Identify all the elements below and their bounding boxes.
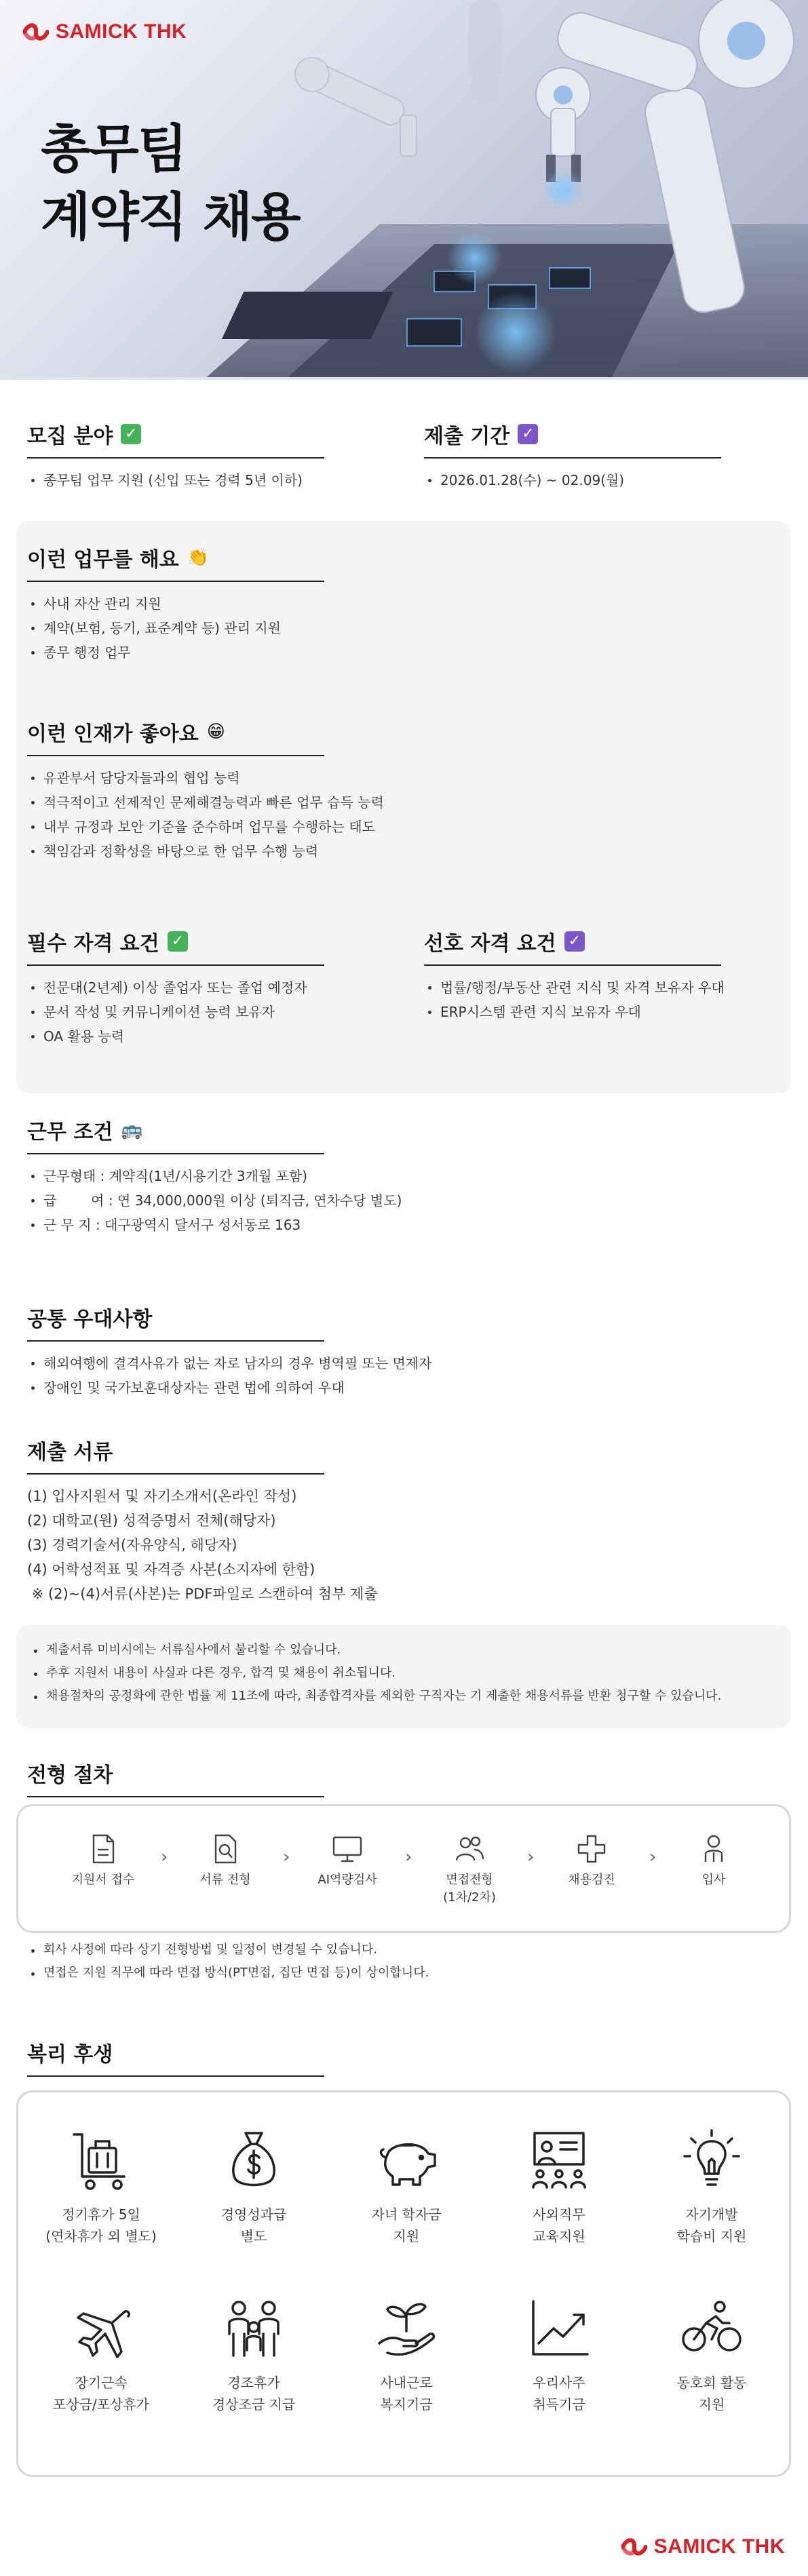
chevron-right-icon: › (283, 1847, 290, 1867)
process-step (663, 1833, 765, 1889)
benefit-label: 사내근로 (380, 2375, 433, 2391)
section-field (27, 419, 324, 492)
note-item: 회사 사정에 따라 상기 전형방법 및 일정이 변경될 수 있습니다. (27, 1938, 773, 1962)
benefit-label-sub: 별도 (240, 2228, 267, 2244)
benefit-label-sub: 지원 (393, 2228, 420, 2244)
brand-logo (23, 20, 187, 43)
brand-name: SAMICK THK (56, 20, 187, 43)
section-benefits (27, 2037, 324, 2077)
step-label-sub: (1차/2차) (443, 1890, 496, 1905)
benefit-label: 자녀 학자금 (371, 2206, 442, 2223)
step-label: 채용검진 (568, 1873, 615, 1887)
note-item: 제출서류 미비시에는 서류심사에서 불리할 수 있습니다. (30, 1639, 777, 1662)
section-conditions (27, 1115, 402, 1237)
benefit-label: 동호회 활동 (676, 2375, 747, 2391)
list-item: OA 활용 능력 (27, 1024, 324, 1049)
benefit-label-sub: 학습비 지원 (676, 2228, 747, 2244)
title-line-2: 계약직 채용 (41, 187, 300, 248)
section-title: 제출 기간 ✓ (424, 419, 721, 458)
lightbulb-icon (679, 2128, 744, 2193)
section-title: 공통 우대사항 (27, 1302, 324, 1342)
benefit-item (491, 2128, 627, 2247)
step-label: 입사 (701, 1873, 726, 1887)
money-bag-icon (221, 2128, 286, 2193)
step-label: 면접전형 (446, 1873, 493, 1887)
document-notes-panel (16, 1625, 791, 1728)
footer-brand-logo (621, 2535, 785, 2558)
benefit-label: 자기개발 (685, 2206, 738, 2223)
chevron-right-icon: › (161, 1847, 168, 1867)
section-title: 선호 자격 요건 ✓ (424, 926, 721, 966)
piggy-bank-icon (374, 2128, 439, 2193)
benefit-label: 경조휴가 (227, 2375, 280, 2391)
process-step (174, 1833, 276, 1889)
section-process (27, 1758, 324, 1797)
benefit-item (339, 2128, 474, 2247)
benefit-item (644, 2128, 780, 2247)
document-search-icon (212, 1833, 239, 1865)
step-label: AI역량검사 (318, 1873, 377, 1887)
section-title: 복리 후생 (27, 2037, 324, 2077)
benefit-item (33, 2296, 169, 2415)
check-icon: ✓ (564, 931, 585, 952)
presentation-icon (526, 2128, 592, 2193)
list-item: 문서 작성 및 커뮤니케이션 능력 보유자 (27, 1000, 324, 1024)
benefit-item (644, 2296, 780, 2415)
samick-logo-icon (23, 22, 49, 42)
benefits-panel (16, 2090, 791, 2477)
brand-name: SAMICK THK (653, 2535, 785, 2558)
step-label: 지원서 접수 (71, 1873, 135, 1887)
process-steps-panel (16, 1804, 791, 1933)
list-item: 해외여행에 결격사유가 없는 자로 남자의 경우 병역필 또는 면제자 (27, 1351, 324, 1375)
chevron-right-icon: › (405, 1847, 412, 1867)
process-step (296, 1833, 398, 1889)
note-item: 채용절차의 공정화에 관한 법률 제 11조에 따라, 최종합격자를 제외한 구직자는 기 제출한 채용서류를 반환 청구할 수 있습니다. (30, 1685, 777, 1708)
section-title: 이런 인재가 좋아요 😁 (27, 717, 324, 756)
benefit-item (186, 2296, 322, 2415)
chevron-right-icon: › (527, 1847, 535, 1867)
benefit-item (186, 2128, 322, 2247)
samick-logo-icon (621, 2537, 647, 2557)
list-item: 종무팀 업무 지원 (신입 또는 경력 5년 이하) (27, 468, 324, 492)
document-icon (90, 1833, 117, 1865)
benefit-label-sub: 지원 (698, 2396, 725, 2413)
bicycle-icon (679, 2296, 744, 2361)
benefit-label-sub: 포상금/포상휴가 (53, 2396, 149, 2413)
list-item: 법률/행정/부동산 관련 지식 및 자격 보유자 우대 (424, 975, 721, 1000)
list-item: 전문대(2년제) 이상 졸업자 또는 졸업 예정자 (27, 975, 324, 1000)
benefit-item (491, 2296, 627, 2415)
process-notes (27, 1938, 773, 1985)
list-item: ERP시스템 관련 지식 보유자 우대 (424, 1000, 721, 1024)
step-label: 서류 전형 (199, 1873, 251, 1887)
list-item: 적극적이고 선제적인 문제해결능력과 빠른 업무 습득 능력 (27, 790, 324, 815)
chevron-right-icon: › (649, 1847, 657, 1867)
benefit-label: 경영성과급 (220, 2206, 287, 2223)
document-line: (4) 어학성적표 및 자격증 사본(소지자에 한함) (27, 1561, 315, 1578)
hero-banner (0, 0, 808, 380)
document-line: ※ (2)~(4)서류(사본)는 PDF파일로 스캔하여 첨부 제출 (27, 1586, 378, 1602)
section-period (424, 419, 721, 492)
bus-icon: 🚌 (121, 1120, 143, 1140)
person-icon (700, 1833, 727, 1865)
list-item: 2026.01.28(수) ~ 02.09(월) (424, 468, 721, 492)
list-item: 장애인 및 국가보훈대상자는 관련 법에 의하여 우대 (27, 1375, 324, 1400)
list-item: 급 여 : 연 34,000,000원 이상 (퇴직금, 연차수당 별도) (27, 1188, 324, 1213)
list-item: 종무 행정 업무 (27, 640, 324, 665)
benefit-label-sub: 교육지원 (533, 2228, 585, 2244)
section-title: 전형 절차 (27, 1758, 324, 1797)
section-talent (27, 717, 384, 863)
section-required (27, 926, 324, 1049)
hand-plant-icon (374, 2296, 439, 2361)
title-line-1: 총무팀 (41, 119, 187, 179)
airplane-icon (69, 2296, 134, 2361)
check-icon: ✓ (518, 424, 538, 444)
medical-cross-icon (576, 1833, 607, 1865)
process-step (52, 1833, 154, 1889)
page-title (41, 115, 300, 252)
list-item: 계약(보험, 등기, 표준계약 등) 관리 지원 (27, 616, 324, 640)
growth-chart-icon (526, 2296, 592, 2361)
note-item: 추후 지원서 내용이 사실과 다른 경우, 합격 및 채용이 취소됩니다. (30, 1662, 777, 1685)
section-documents (27, 1435, 378, 1606)
luggage-cart-icon (69, 2128, 134, 2193)
section-title: 근무 조건 🚌 (27, 1115, 324, 1154)
section-title: 필수 자격 요건 ✓ (27, 926, 324, 966)
section-preferred (424, 926, 725, 1024)
list-item: 책임감과 정확성을 바탕으로 한 업무 수행 능력 (27, 839, 324, 863)
document-line: (1) 입사지원서 및 자기소개서(온라인 작성) (27, 1488, 297, 1504)
smile-icon: 😁 (206, 722, 225, 742)
check-icon: ✓ (121, 424, 141, 444)
section-title: 제출 서류 (27, 1435, 324, 1475)
monitor-icon (332, 1833, 363, 1865)
benefit-label: 장기근속 (75, 2375, 128, 2391)
clap-icon: 👏 (187, 547, 210, 568)
benefit-label-sub: 복지기금 (380, 2396, 433, 2413)
process-step (541, 1833, 642, 1889)
benefit-label-sub: 취득기금 (533, 2396, 585, 2413)
process-step (419, 1833, 520, 1907)
section-duties (27, 543, 324, 665)
document-line: (3) 경력기술서(자유양식, 해당자) (27, 1537, 237, 1553)
benefit-label: 우리사주 (533, 2375, 585, 2391)
benefit-label-sub: (연차휴가 외 별도) (45, 2228, 157, 2244)
list-item: 근무형태 : 계약직(1년/시용기간 3개월 포함) (27, 1164, 324, 1188)
section-common (27, 1302, 432, 1400)
list-item: 유관부서 담당자들과의 협업 능력 (27, 766, 324, 790)
documents-list (27, 1484, 378, 1606)
benefit-item (33, 2128, 169, 2247)
family-icon (221, 2296, 286, 2361)
benefit-label: 사외직무 (533, 2206, 585, 2223)
check-icon: ✓ (168, 931, 188, 952)
benefit-label: 정기휴가 5일 (62, 2206, 140, 2223)
people-icon (454, 1833, 485, 1865)
benefit-item (339, 2296, 474, 2415)
document-line: (2) 대학교(원) 성적증명서 전체(해당자) (27, 1513, 276, 1529)
note-item: 면접은 지원 직무에 따라 면접 방식(PT면접, 집단 면접 등)이 상이합니다. (27, 1962, 773, 1985)
section-title: 이런 업무를 해요 👏 (27, 543, 324, 582)
section-title: 모집 분야 ✓ (27, 419, 324, 458)
list-item: 내부 규정과 보안 기준을 준수하며 업무를 수행하는 태도 (27, 815, 324, 839)
list-item: 근 무 지 : 대구광역시 달서구 성서동로 163 (27, 1213, 324, 1237)
list-item: 사내 자산 관리 지원 (27, 591, 324, 616)
benefit-label-sub: 경상조금 지급 (212, 2396, 296, 2413)
